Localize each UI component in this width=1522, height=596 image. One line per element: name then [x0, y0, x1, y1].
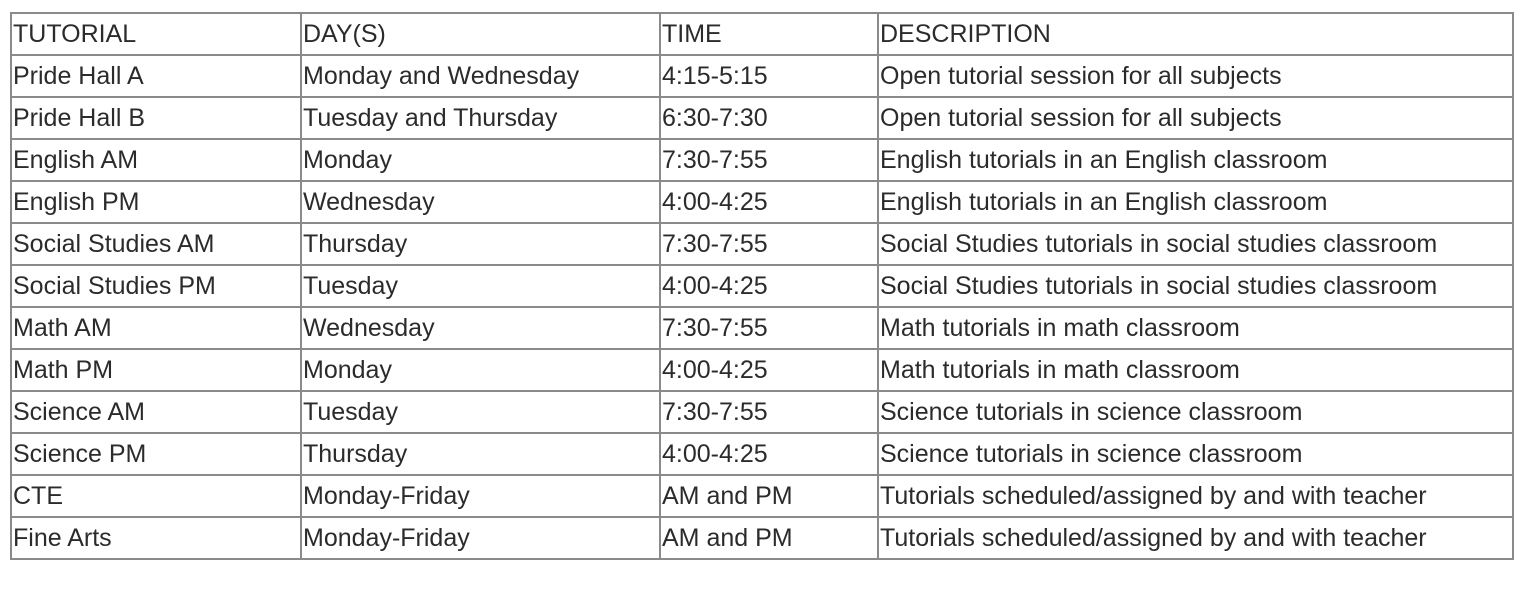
cell-tutorial: Pride Hall A — [11, 55, 301, 97]
table-row — [11, 265, 1513, 307]
cell-tutorial: Science AM — [11, 391, 301, 433]
cell-days: Tuesday — [301, 391, 660, 433]
cell-days: Tuesday — [301, 265, 660, 307]
table-row — [11, 391, 1513, 433]
cell-tutorial: English AM — [11, 139, 301, 181]
cell-days: Wednesday — [301, 307, 660, 349]
cell-days: Monday — [301, 349, 660, 391]
cell-tutorial: Math PM — [11, 349, 301, 391]
cell-days: Monday — [301, 139, 660, 181]
cell-time: 4:00-4:25 — [660, 349, 878, 391]
cell-time: 6:30-7:30 — [660, 97, 878, 139]
cell-days: Wednesday — [301, 181, 660, 223]
cell-time: 7:30-7:55 — [660, 307, 878, 349]
cell-time: 7:30-7:55 — [660, 223, 878, 265]
table-row — [11, 517, 1513, 559]
table-row — [11, 97, 1513, 139]
cell-description: Science tutorials in science classroom — [878, 391, 1513, 433]
cell-description: Open tutorial session for all subjects — [878, 55, 1513, 97]
cell-tutorial: CTE — [11, 475, 301, 517]
cell-tutorial: English PM — [11, 181, 301, 223]
table-row — [11, 349, 1513, 391]
table-row — [11, 307, 1513, 349]
header-row — [11, 13, 1513, 55]
cell-tutorial: Social Studies AM — [11, 223, 301, 265]
table-row — [11, 139, 1513, 181]
cell-description: Social Studies tutorials in social studies classroom — [878, 223, 1513, 265]
tutorial-schedule-table — [10, 12, 1514, 560]
cell-days: Monday-Friday — [301, 517, 660, 559]
cell-time: 7:30-7:55 — [660, 139, 878, 181]
cell-time: 7:30-7:55 — [660, 391, 878, 433]
table-row — [11, 55, 1513, 97]
cell-days: Thursday — [301, 433, 660, 475]
cell-tutorial: Math AM — [11, 307, 301, 349]
cell-description: Tutorials scheduled/assigned by and with teacher — [878, 475, 1513, 517]
cell-description: Math tutorials in math classroom — [878, 349, 1513, 391]
cell-time: AM and PM — [660, 475, 878, 517]
table-body — [11, 55, 1513, 559]
table-row — [11, 475, 1513, 517]
header-time: TIME — [660, 13, 878, 55]
cell-description: Social Studies tutorials in social studies classroom — [878, 265, 1513, 307]
cell-time: 4:00-4:25 — [660, 181, 878, 223]
cell-days: Monday-Friday — [301, 475, 660, 517]
cell-tutorial: Fine Arts — [11, 517, 301, 559]
table-row — [11, 433, 1513, 475]
cell-days: Tuesday and Thursday — [301, 97, 660, 139]
table-header — [11, 13, 1513, 55]
cell-days: Monday and Wednesday — [301, 55, 660, 97]
cell-tutorial: Science PM — [11, 433, 301, 475]
cell-days: Thursday — [301, 223, 660, 265]
cell-description: Math tutorials in math classroom — [878, 307, 1513, 349]
cell-time: 4:00-4:25 — [660, 265, 878, 307]
cell-description: Open tutorial session for all subjects — [878, 97, 1513, 139]
cell-time: 4:15-5:15 — [660, 55, 878, 97]
cell-description: Tutorials scheduled/assigned by and with teacher — [878, 517, 1513, 559]
table-row — [11, 181, 1513, 223]
cell-tutorial: Social Studies PM — [11, 265, 301, 307]
cell-description: English tutorials in an English classroom — [878, 139, 1513, 181]
header-description: DESCRIPTION — [878, 13, 1513, 55]
cell-description: Science tutorials in science classroom — [878, 433, 1513, 475]
cell-tutorial: Pride Hall B — [11, 97, 301, 139]
cell-description: English tutorials in an English classroom — [878, 181, 1513, 223]
table-row — [11, 223, 1513, 265]
header-tutorial: TUTORIAL — [11, 13, 301, 55]
header-days: DAY(S) — [301, 13, 660, 55]
cell-time: 4:00-4:25 — [660, 433, 878, 475]
cell-time: AM and PM — [660, 517, 878, 559]
